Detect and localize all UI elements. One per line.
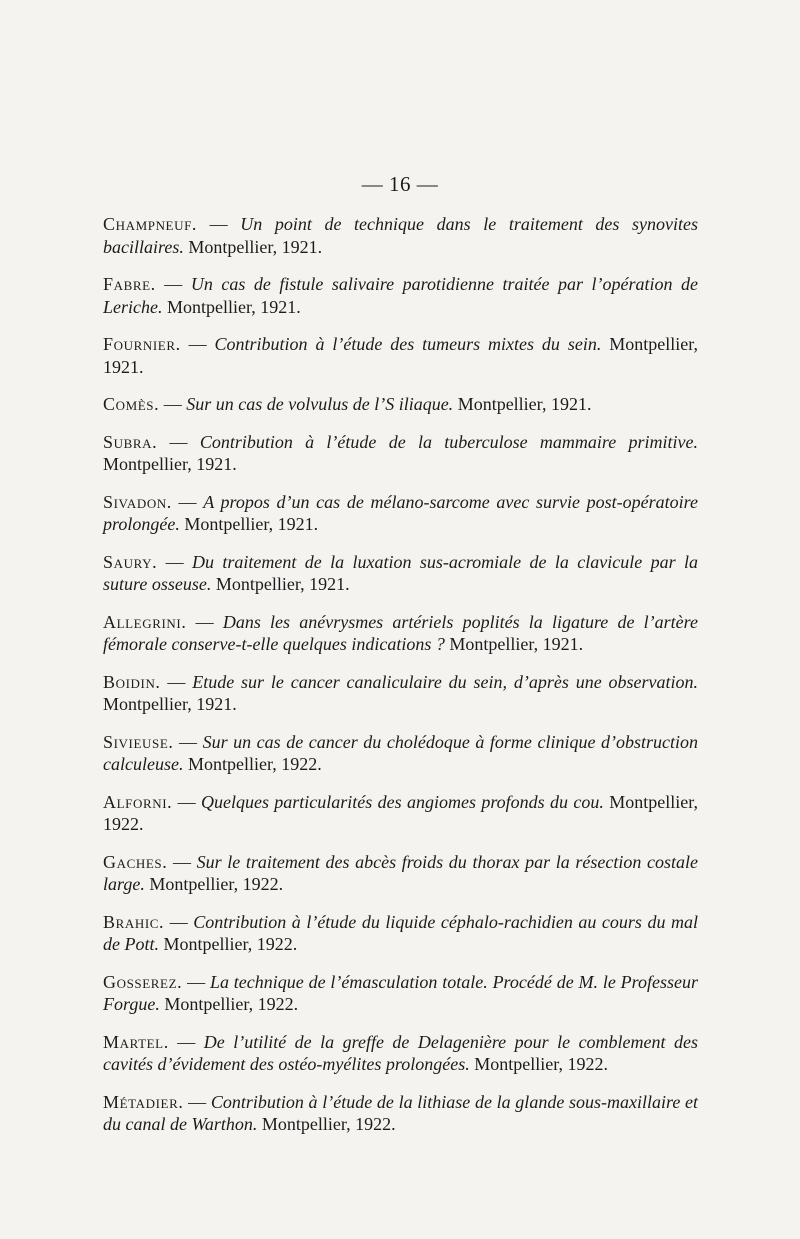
bibliography-entry (103, 1091, 698, 1136)
entry-author: Brahic. (103, 911, 165, 932)
bibliography-entry (103, 1031, 698, 1076)
bibliography-entry (103, 333, 698, 378)
entry-author: Fournier. (103, 334, 181, 354)
entry-separator: — (157, 431, 200, 452)
entry-place-year: Montpellier, 1922. (159, 934, 298, 954)
entry-place-year: Montpellier, 1921. (183, 236, 323, 257)
entry-author: Sivieuse. (103, 731, 174, 752)
bibliography-entry (103, 971, 698, 1016)
bibliography-entry (103, 791, 698, 836)
entry-title: Un point de technique dans le traitement des synovites bacillaires. (103, 214, 699, 257)
entry-separator: — (168, 1031, 204, 1052)
entry-author: Alforni. (103, 791, 173, 812)
entry-title: Contribution à l’étude de la tuberculose mammaire primitive. (199, 431, 698, 452)
entry-title: Sur un cas de cancer du cholédoque à forme clinique d’obstruction calculeuse. (103, 731, 699, 774)
entry-place-year: Montpellier, 1921. (103, 694, 237, 714)
entry-title: Contribution à l’étude du liquide céphalo-rachidien au cours du mal de Pott. (103, 911, 698, 954)
entry-place-year: Montpellier, 1922. (103, 791, 699, 834)
entry-author: Champneuf. (103, 214, 198, 234)
entry-place-year: Montpellier, 1922. (144, 874, 284, 894)
entry-separator: — (173, 731, 203, 752)
entry-title: Sur le traitement des abcès froids du thorax par la résection costale large. (103, 851, 698, 894)
entry-separator: — (157, 551, 192, 572)
entry-separator: — (164, 911, 194, 932)
entry-place-year: Montpellier, 1921. (179, 514, 319, 534)
entry-author: Sivadon. (103, 491, 172, 512)
page-number: — 16 — (361, 172, 439, 196)
entry-author: Gaches. (103, 851, 168, 872)
entry-title: Quelques particularités des angiomes profonds du cou. (200, 791, 604, 812)
entry-place-year: Montpellier, 1921. (211, 574, 350, 594)
bibliography-entry (103, 273, 698, 318)
entry-title: Contribution à l’étude de la lithiase de la glande sous-maxillaire et du canal de Warthon. (103, 1091, 698, 1134)
bibliography-entry (103, 611, 698, 656)
entry-title: De l’utilité de la greffe de Delagenière pour le comblement des cavités d’évidement des ostéo-myélites prolongées. (103, 1031, 699, 1074)
entry-separator: — (180, 334, 215, 354)
entry-author: Saury. (103, 551, 158, 572)
entry-separator: — (167, 851, 197, 872)
entry-author: Fabre. (103, 274, 156, 294)
entry-title: Dans les anévrysmes artériels poplités la ligature de l’artère fémorale conserve-t-elle quelques indications ? (103, 611, 698, 654)
entry-separator: — (159, 394, 187, 414)
entry-title: Du traitement de la luxation sus-acromiale de la clavicule par la suture osseuse. (103, 551, 699, 594)
entry-separator: — (186, 611, 223, 632)
entry-place-year: Montpellier, 1922. (257, 1114, 396, 1134)
entry-separator: — (155, 274, 191, 294)
bibliography-entry (103, 551, 698, 596)
entry-separator: — (171, 491, 204, 512)
bibliography-entry (103, 911, 698, 956)
entry-title: Etude sur le cancer canaliculaire du sein, d’après une observation. (192, 671, 699, 692)
entry-title: Sur un cas de volvulus de l’S iliaque. (186, 394, 454, 414)
entry-title: Contribution à l’étude des tumeurs mixtes du sein. (214, 334, 602, 354)
bibliography-entry (103, 491, 698, 536)
entry-place-year: Montpellier, 1922. (159, 994, 299, 1014)
entry-separator: — (183, 1091, 211, 1112)
entry-separator: — (160, 671, 193, 692)
entry-author: Boidin. (103, 671, 161, 692)
entry-place-year: Montpellier, 1921. (103, 334, 699, 377)
entry-place-year: Montpellier, 1921. (453, 394, 592, 414)
entry-author: Métadier. (103, 1091, 184, 1112)
entry-place-year: Montpellier, 1921. (162, 296, 301, 317)
entry-title: Un cas de fistule salivaire parotidienne traitée par l’opération de Leriche. (103, 274, 699, 317)
bibliography-entry (103, 731, 698, 776)
entry-place-year: Montpellier, 1921. (103, 454, 237, 474)
entry-author: Gosserez. (103, 971, 183, 992)
entry-place-year: Montpellier, 1922. (183, 754, 322, 774)
entry-title: La technique de l’émasculation totale. Procédé de M. le Professeur Forgue. (103, 971, 699, 1014)
bibliography-entry (103, 431, 698, 476)
entry-separator: — (172, 791, 201, 812)
entry-title: A propos d’un cas de mélano-sarcome avec survie post-opératoire prolongée. (103, 491, 699, 534)
entry-place-year: Montpellier, 1921. (444, 634, 584, 654)
entry-place-year: Montpellier, 1922. (469, 1054, 608, 1074)
entry-separator: — (182, 971, 210, 992)
bibliography-entry (103, 393, 698, 416)
entry-author: Subra. (103, 431, 158, 452)
bibliography-entry (103, 671, 698, 716)
entry-author: Allegrini. (103, 611, 187, 632)
bibliography-entry (103, 851, 698, 896)
bibliography-entry (103, 213, 698, 258)
entry-author: Martel. (103, 1031, 169, 1052)
bibliography-list (103, 213, 698, 1151)
entry-author: Comès. (103, 394, 160, 414)
entry-separator: — (197, 214, 241, 234)
